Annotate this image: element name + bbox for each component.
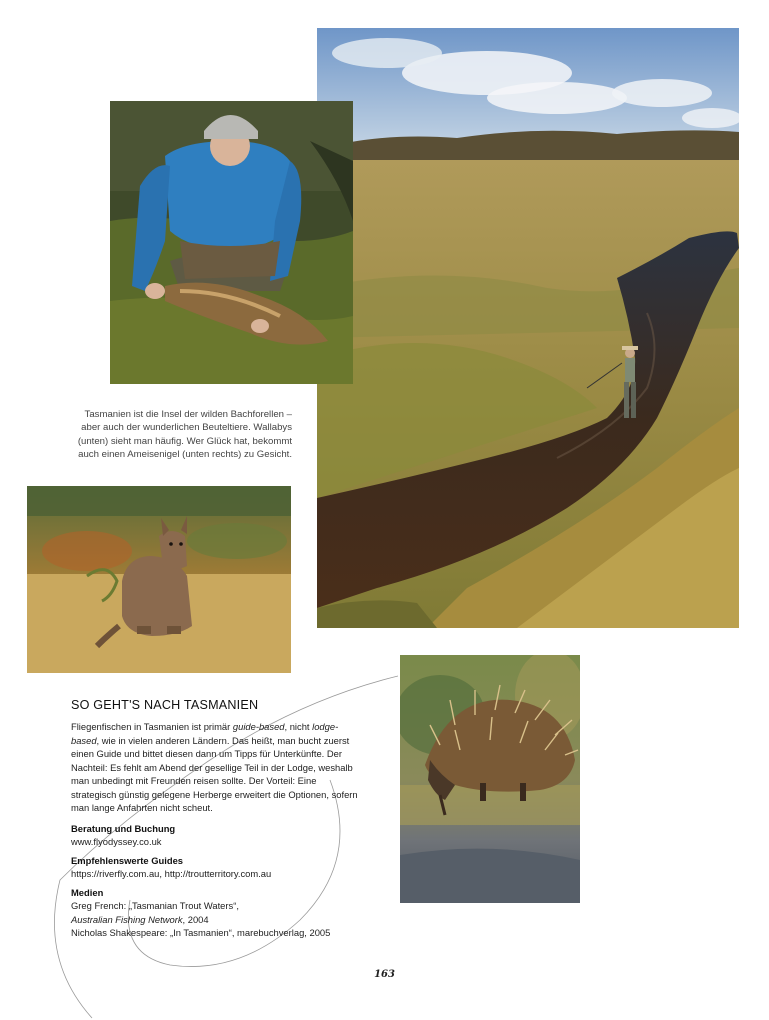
media-heading: Medien (71, 886, 104, 898)
info-title: SO GEHT'S NACH TASMANIEN (71, 698, 259, 712)
landscape-creek-photo (317, 28, 739, 628)
angler-with-trout-photo (110, 101, 353, 384)
photo-caption: Tasmanien ist die Insel der wilden Bachforellen – aber auch der wunderlichen Beuteltiere. Wallabys (unten) sieht man häufig. Wer Glück hat, bekommt auch einen Ameisenigel (unten rechts) zu Gesicht. (77, 409, 292, 461)
wallaby-photo (27, 486, 291, 673)
media-publisher: Australian Fishing Network (71, 913, 183, 925)
guides-heading: Empfehlenswerte Guides (71, 854, 184, 866)
info-body (71, 720, 361, 815)
info-body-part2: , nicht (284, 721, 313, 732)
media-line-3: Nicholas Shakespeare: „In Tasmanien“, marebuchverlag, 2005 (71, 927, 331, 938)
media-line-1: Greg French: „Tasmanian Trout Waters“, (71, 900, 239, 911)
booking-link[interactable]: www.flyodyssey.co.uk (71, 836, 162, 847)
media-line-2 (71, 913, 361, 927)
page-number: 163 (374, 969, 395, 980)
info-body-part3: , wie in vielen anderen Ländern. Das heißt, man bucht zuerst einen Guide und bittet diesen dann um Tipps für Unterkünfte. Der Nachteil: Es fehlt am Abend der gesellige Teil in der Lodge, weshalb man unbedingt mit Freunden reisen sollte. Der Vorteil: Eine strategisch günstig gelegene Herberge erweitert die Optionen, sofern man lange Anfahrten nicht scheut. (71, 734, 358, 813)
guides-links[interactable]: https://riverfly.com.au, http://troutterritory.com.au (71, 868, 272, 879)
media-year: , 2004 (182, 913, 209, 925)
info-body-part1: Fliegenfischen in Tasmanien ist primär (71, 721, 233, 732)
info-body-lodge-based: lodge-based (71, 721, 339, 746)
info-body-guide-based: guide-based (232, 721, 285, 732)
booking-heading: Beratung und Buchung (71, 822, 176, 834)
travel-info-box (71, 698, 361, 940)
echidna-photo (400, 655, 580, 903)
